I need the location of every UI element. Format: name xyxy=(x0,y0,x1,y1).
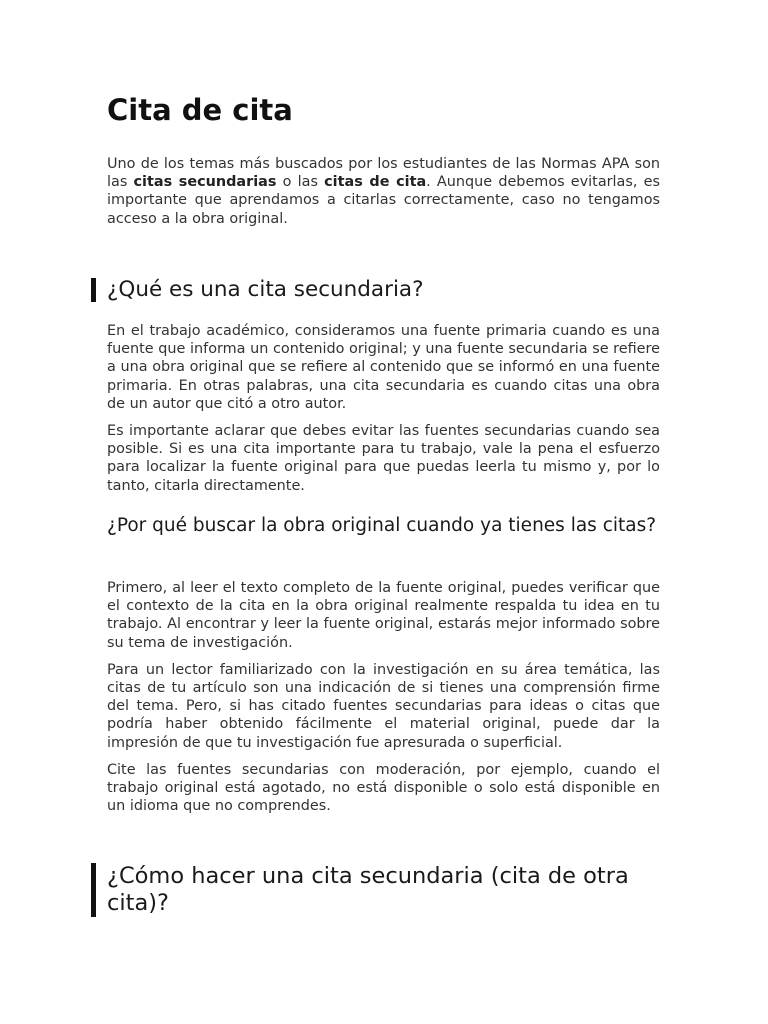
section1-body xyxy=(107,322,660,495)
intro-bold-citas-de-cita: citas de cita xyxy=(324,174,427,191)
section1-paragraph-1: En el trabajo académico, consideramos una fuente primaria cuando es una fuente que informa un contenido original; y una fuente secundaria se refiere a una obra original que se refiere al contenido que se informó en una fuente primaria. En otras palabras, una cita secundaria es cuando citas una obra de un autor que citó a otro autor. xyxy=(107,323,660,412)
page-title: Cita de cita xyxy=(107,93,293,127)
intro-block xyxy=(107,155,660,228)
intro-text-3: . Aunque debemos evitarlas, es importante que aprendamos a citarlas correctamente, caso no tengamos acceso a la obra original. xyxy=(107,174,660,227)
intro-paragraph xyxy=(107,155,660,228)
intro-bold-citas-secundarias: citas secundarias xyxy=(133,174,277,191)
section-heading-que-es: ¿Qué es una cita secundaria? xyxy=(91,278,667,302)
intro-text-2: o las xyxy=(276,174,325,191)
subsection1-paragraph-2: Para un lector familiarizado con la investigación en su área temática, las citas de tu artículo son una indicación de si tienes una comprensión firme del tema. Pero, si has citado fuentes secundarias para ideas o citas que podría haber obtenido fácilmente el material original, puede dar la impresión de que tu investigación fue apresurada o superficial. xyxy=(107,661,660,751)
subsection1-paragraph-3: Cite las fuentes secundarias con moderación, por ejemplo, cuando el trabajo original está agotado, no está disponible o solo está disponible en un idioma que no comprendes. xyxy=(107,761,660,815)
subsection1-paragraph-1: Primero, al leer el texto completo de la fuente original, puedes verificar que el contexto de la cita en la obra original realmente respalda tu idea en tu trabajo. Al encontrar y leer la fuente original, estarás mejor informado sobre su tema de investigación. xyxy=(107,580,660,651)
subsection-heading-por-que: ¿Por qué buscar la obra original cuando ya tienes las citas? xyxy=(107,515,657,536)
section-heading-como-hacer: ¿Cómo hacer una cita secundaria (cita de otra cita)? xyxy=(91,863,647,917)
intro-text-1: Uno de los temas más buscados por los estudiantes de las Normas APA son las xyxy=(107,156,660,191)
subsection1-body xyxy=(107,579,660,815)
section1-paragraph-2: Es importante aclarar que debes evitar las fuentes secundarias cuando sea posible. Si es una cita importante para tu trabajo, vale la pena el esfuerzo para localizar la fuente original para que puedas leerla tu mismo y, por lo tanto, citarla directamente. xyxy=(107,423,660,494)
